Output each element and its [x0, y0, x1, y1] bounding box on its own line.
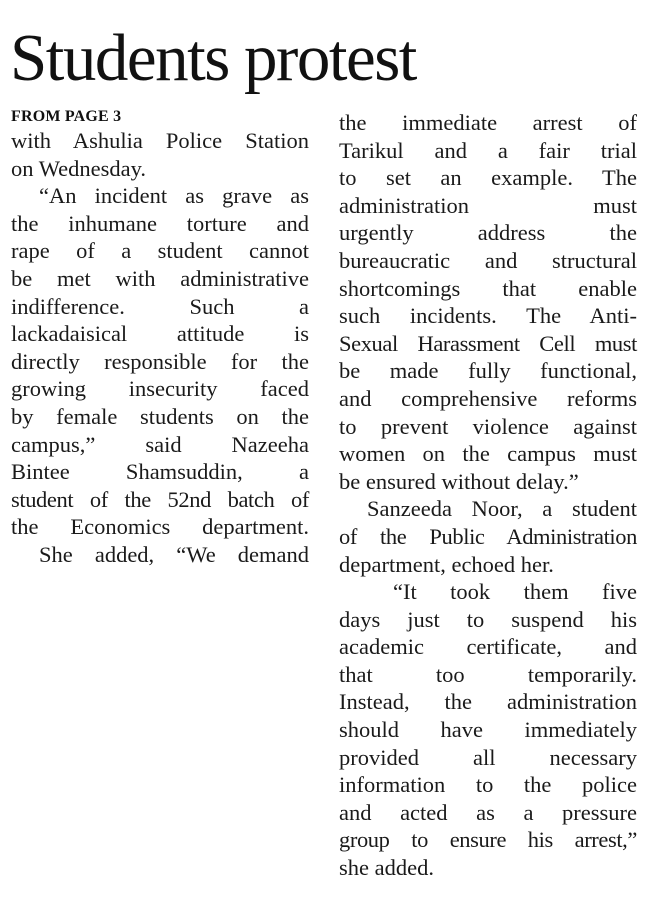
text-line: academic certificate, and — [339, 634, 637, 660]
text-line: be met with administrative — [11, 265, 309, 291]
text-line: “An incident as grave as — [39, 183, 309, 209]
text-line: the Economics department. — [11, 514, 309, 540]
text-line: the inhumane torture and — [11, 210, 309, 236]
text-line: such incidents. The Anti- — [339, 303, 637, 329]
text-line: bureaucratic and structural — [339, 247, 637, 273]
text-line: to prevent violence against — [339, 413, 637, 439]
text-line: lackadaisical attitude is — [11, 321, 309, 347]
text-line: she added. — [339, 855, 434, 881]
text-line: Bintee Shamsuddin, a — [11, 459, 309, 485]
text-line: Tarikul and a fair trial — [339, 137, 637, 163]
text-line: be made fully functional, — [339, 358, 637, 384]
text-line: department, echoed her. — [339, 551, 554, 577]
text-line: student of the 52nd batch of — [11, 486, 309, 512]
paragraph-5 — [339, 578, 637, 882]
text-line: Instead, the administration — [339, 689, 637, 715]
text-line: of the Public Administration — [339, 523, 637, 549]
text-line: should have immediately — [339, 717, 637, 743]
text-line: and comprehensive reforms — [339, 385, 637, 411]
text-line: Sanzeeda Noor, a student — [367, 496, 637, 522]
text-line: information to the police — [339, 772, 637, 798]
text-line: indifference. Such a — [11, 293, 309, 319]
paragraph-3 — [11, 541, 309, 569]
text-line: provided all necessary — [339, 744, 637, 770]
text-line: rape of a student cannot — [11, 238, 309, 264]
text-line: be ensured without delay.” — [339, 468, 579, 494]
text-line: She added, “We demand — [39, 541, 309, 567]
headline: Students protest — [10, 21, 416, 95]
text-line: campus,” said Nazeeha — [11, 431, 309, 457]
text-line: administration must — [339, 192, 637, 218]
text-line: “It took them five — [393, 579, 637, 605]
paragraph-4 — [339, 495, 637, 578]
text-line: days just to suspend his — [339, 606, 637, 632]
text-line: on Wednesday. — [11, 155, 147, 181]
paragraph-1 — [11, 127, 309, 182]
text-line: with Ashulia Police Station — [11, 128, 309, 153]
paragraph-2 — [11, 182, 309, 541]
text-line: growing insecurity faced — [11, 376, 309, 402]
text-line: urgently address the — [339, 220, 637, 246]
text-line: women on the campus must — [339, 441, 637, 467]
text-line: to set an example. The — [339, 165, 637, 191]
continuation-kicker: FROM PAGE 3 — [11, 108, 122, 125]
text-line: group to ensure his arrest,” — [339, 827, 637, 853]
text-line: the immediate arrest of — [339, 110, 637, 135]
article-column-right — [339, 109, 637, 882]
paragraph-3-continued — [339, 109, 637, 495]
text-line: by female students on the — [11, 403, 309, 429]
text-line: shortcomings that enable — [339, 275, 637, 301]
text-line: directly responsible for the — [11, 348, 309, 374]
text-line: Sexual Harassment Cell must — [339, 330, 637, 356]
article-column-left — [11, 107, 309, 569]
text-line: that too temporarily. — [339, 661, 637, 687]
text-line: and acted as a pressure — [339, 799, 637, 825]
